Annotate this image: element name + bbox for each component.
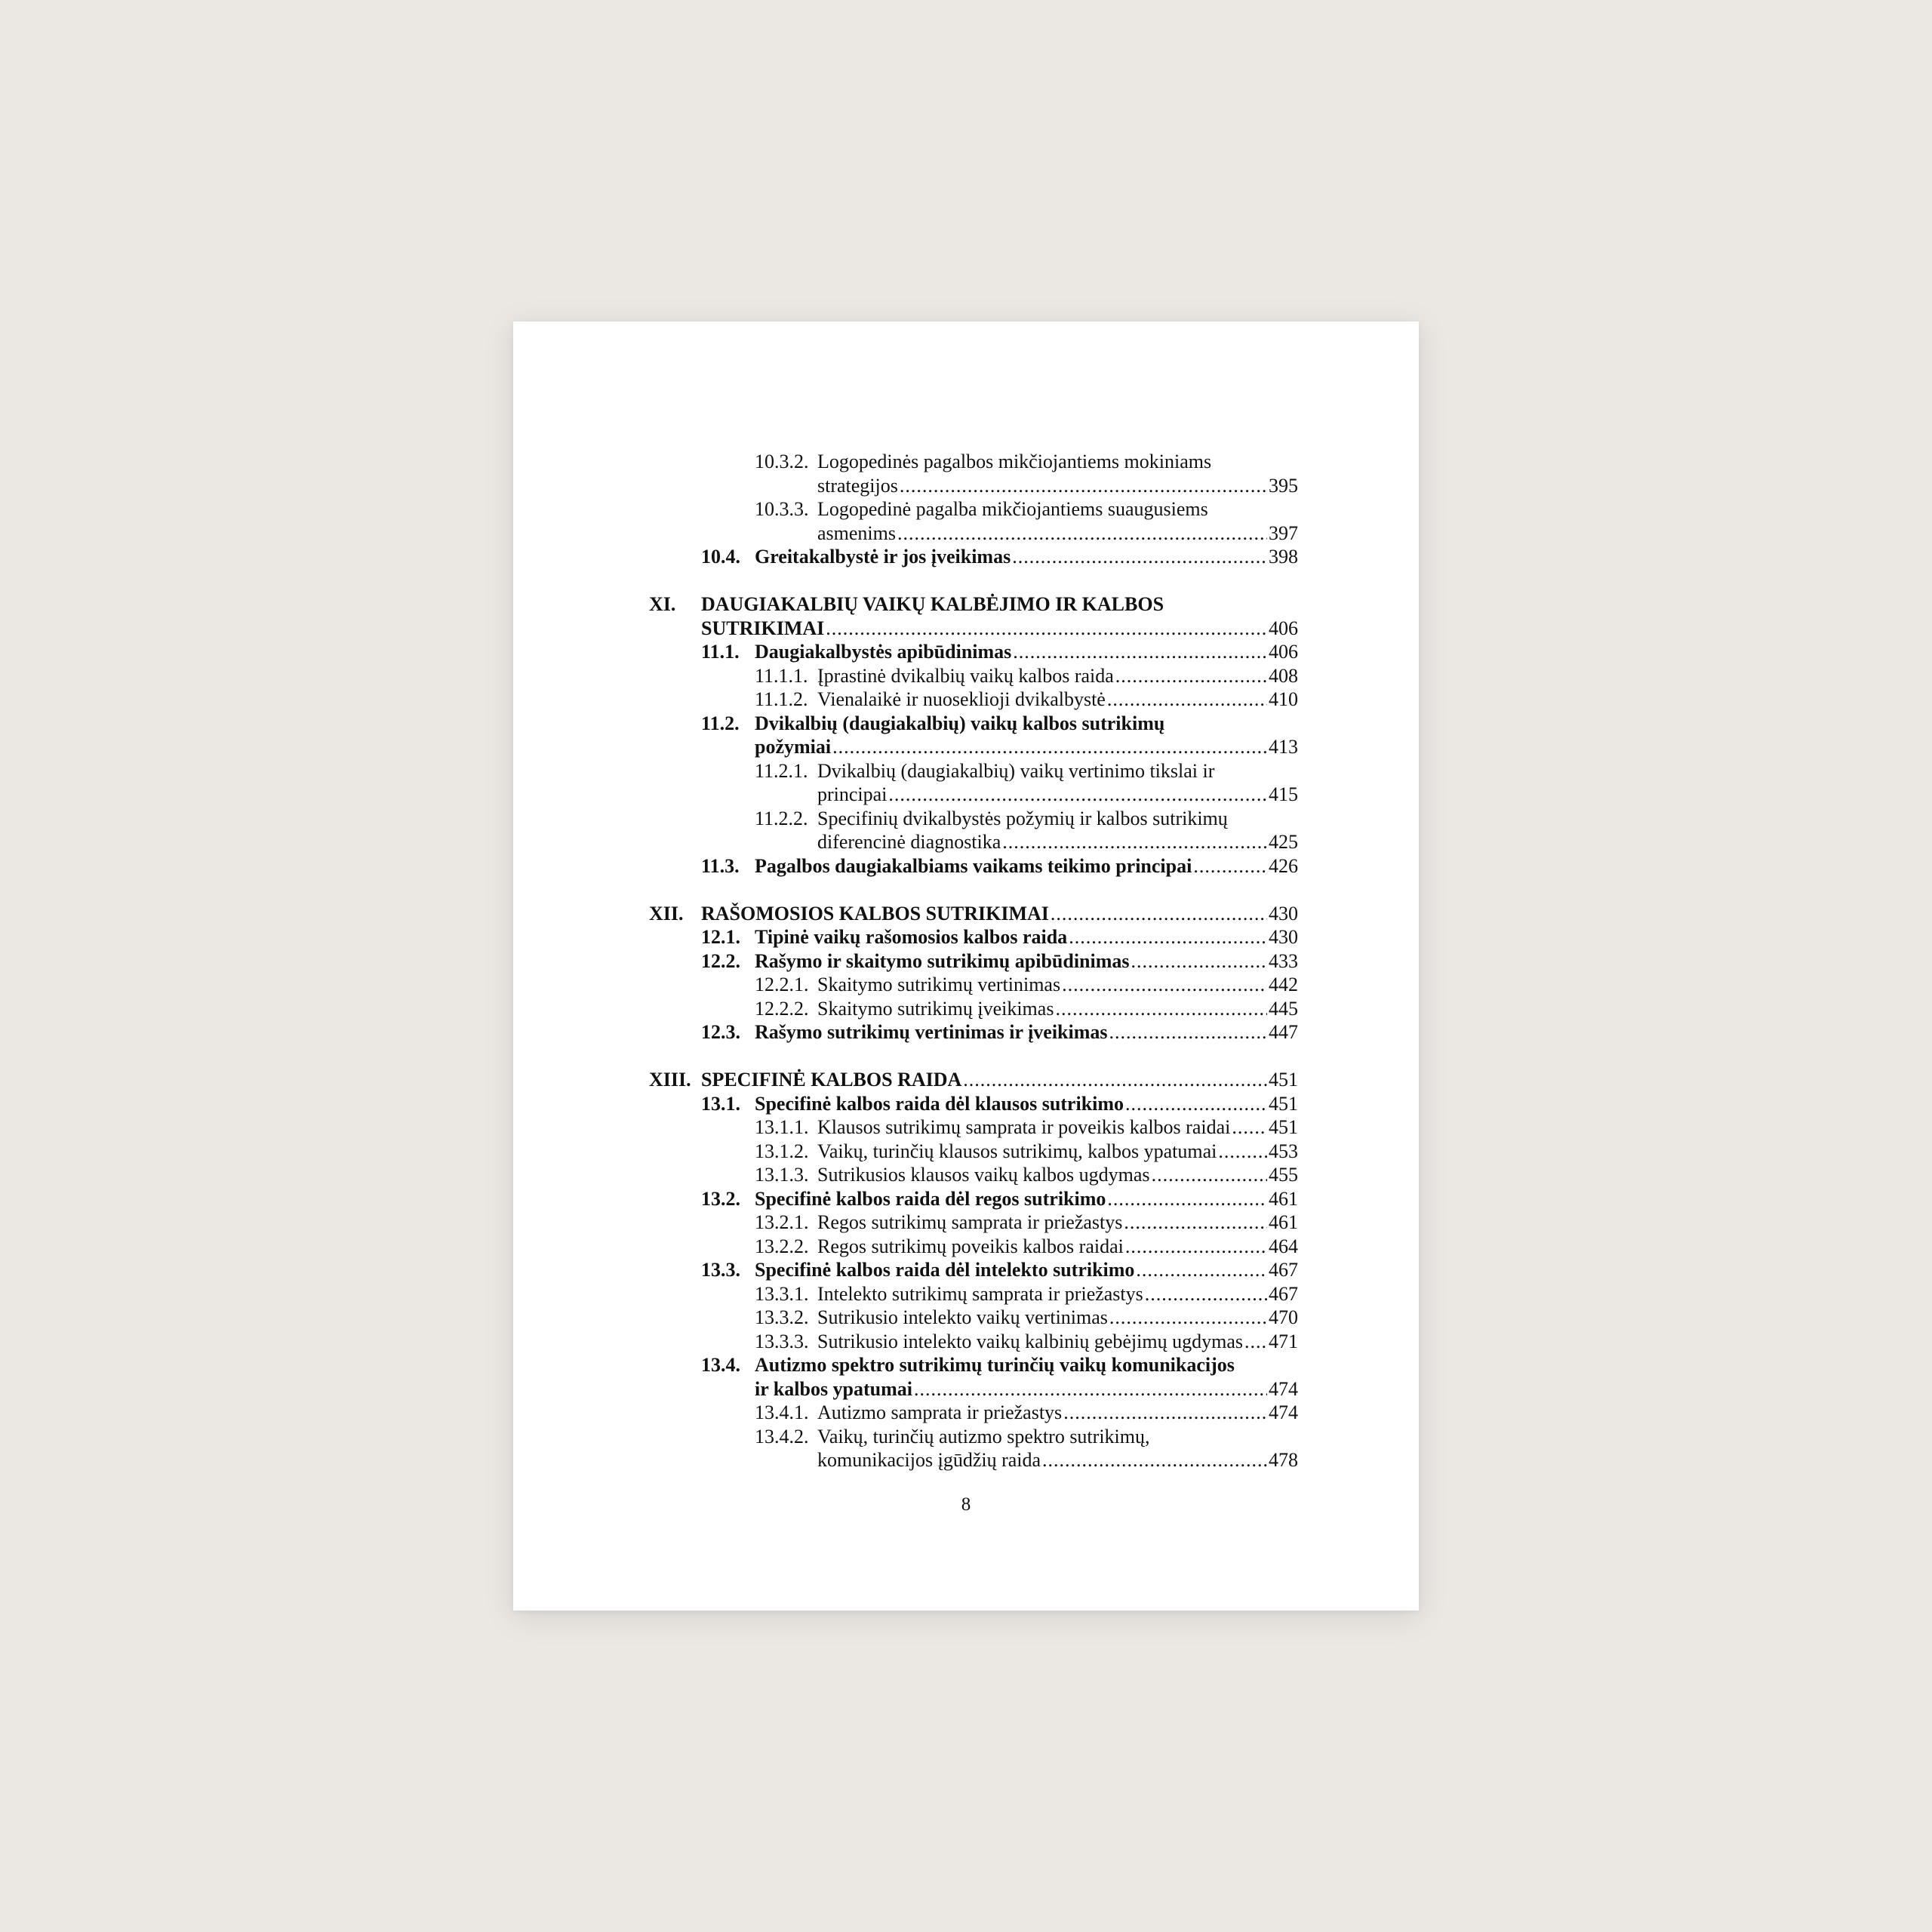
toc-entry-page: 406 <box>1269 617 1298 639</box>
toc-entry-page: 478 <box>1269 1449 1298 1471</box>
toc-entry[interactable] <box>649 1425 1298 1472</box>
toc-entry-number: 13.1.3. <box>755 1164 809 1186</box>
toc-entry-number: 12.2. <box>701 949 740 972</box>
toc-entry-title <box>817 688 1298 712</box>
toc-entry-number: 13.1. <box>701 1092 740 1115</box>
toc-entry-title-line: Dvikalbių (daugiakalbių) vaikų vertinimo tikslai ir <box>817 759 1215 782</box>
dot-leader <box>1063 1401 1267 1425</box>
dot-leader <box>1152 1163 1267 1187</box>
toc-entry[interactable] <box>649 1235 1298 1259</box>
toc-entry-title <box>755 1353 1298 1401</box>
dot-leader <box>1107 1187 1267 1211</box>
toc-entry-title-line: Specifinė kalbos raida dėl klausos sutrikimo <box>755 1092 1124 1115</box>
dot-leader <box>963 1068 1267 1092</box>
toc-entry-title <box>817 1425 1298 1472</box>
toc-entry-title <box>755 1258 1298 1282</box>
toc-entry-title <box>755 712 1298 759</box>
toc-entry-title-line: Skaitymo sutrikimų vertinimas <box>817 974 1061 995</box>
toc-entry[interactable] <box>649 640 1298 664</box>
toc-entry-title-line: Specifinių dvikalbystės požymių ir kalbos sutrikimų <box>817 807 1228 829</box>
toc-entry-page: 397 <box>1269 521 1298 544</box>
dot-leader <box>1012 545 1267 569</box>
toc-entry-page: 461 <box>1269 1211 1298 1233</box>
toc-entry-title-line: ir kalbos ypatumai <box>755 1377 913 1400</box>
toc-entry-title <box>817 1401 1298 1425</box>
toc-entry-number: 11.3. <box>701 854 740 877</box>
toc-entry-title <box>817 1330 1298 1354</box>
toc-entry-title <box>817 1140 1298 1164</box>
toc-entry-page: 415 <box>1269 783 1298 805</box>
toc-entry-title <box>701 592 1298 640</box>
toc-entry-number: 13.1.2. <box>755 1140 809 1162</box>
toc-entry[interactable] <box>649 854 1298 878</box>
toc-entry-number: 10.3.3. <box>755 498 809 520</box>
toc-entry-title <box>817 664 1298 688</box>
toc-entry-title-line: Intelekto sutrikimų samprata ir priežastys <box>817 1282 1143 1305</box>
toc-entry[interactable] <box>649 1163 1298 1187</box>
toc-entry[interactable] <box>649 688 1298 712</box>
toc-entry-title <box>817 1282 1298 1306</box>
toc-entry-number: 11.1.2. <box>755 688 808 710</box>
dot-leader <box>1244 1330 1267 1354</box>
toc-entry-title <box>755 640 1298 664</box>
toc-entry[interactable] <box>649 1306 1298 1330</box>
toc-entry-title-line: Regos sutrikimų samprata ir priežastys <box>817 1211 1123 1233</box>
toc-entry[interactable] <box>649 759 1298 807</box>
toc-entry-page: 426 <box>1269 854 1298 877</box>
toc-entry-title-line: Įprastinė dvikalbių vaikų kalbos raida <box>817 664 1114 687</box>
toc-entry[interactable] <box>649 925 1298 949</box>
toc-entry-title <box>755 1020 1298 1044</box>
toc-entry[interactable] <box>649 1187 1298 1211</box>
toc-entry-number: 13.4.1. <box>755 1401 809 1423</box>
toc-entry-title-line: Greitakalbystė ir jos įveikimas <box>755 546 1011 568</box>
table-of-contents <box>649 450 1298 1472</box>
toc-entry-title-line: Dvikalbių (daugiakalbių) vaikų kalbos sutrikimų <box>755 712 1165 734</box>
dot-leader <box>1002 830 1267 854</box>
toc-entry-number: 12.1. <box>701 926 740 948</box>
dot-leader <box>1125 1092 1267 1116</box>
dot-leader <box>1218 1140 1267 1164</box>
toc-entry-title <box>817 759 1298 807</box>
toc-entry-title-line: Logopedinė pagalba mikčiojantiems suaugusiems <box>817 498 1208 520</box>
toc-entry-number: 11.1.1. <box>755 664 808 687</box>
toc-entry-title-line: Vaikų, turinčių klausos sutrikimų, kalbos ypatumai <box>817 1140 1217 1162</box>
toc-entry-page: 455 <box>1269 1164 1298 1186</box>
dot-leader <box>1109 1020 1267 1044</box>
toc-entry-title <box>755 1092 1298 1116</box>
toc-entry-page: 395 <box>1269 474 1298 497</box>
toc-entry-number: 13.3.1. <box>755 1282 809 1305</box>
toc-entry-title-line: SPECIFINĖ KALBOS RAIDA <box>701 1069 962 1091</box>
toc-entry[interactable] <box>649 712 1298 759</box>
toc-entry-number: 13.2. <box>701 1187 740 1210</box>
dot-leader <box>1115 664 1267 688</box>
toc-entry-number: 12.2.1. <box>755 974 809 995</box>
dot-leader <box>888 783 1267 807</box>
toc-entry-number: 13.1.1. <box>755 1116 809 1138</box>
toc-entry[interactable] <box>649 1092 1298 1116</box>
dot-leader <box>826 617 1267 641</box>
toc-chapter-entry[interactable] <box>649 902 1298 926</box>
toc-entry-page: 413 <box>1269 736 1298 758</box>
toc-entry-title-line: Sutrikusio intelekto vaikų vertinimas <box>817 1306 1108 1328</box>
toc-entry-title-line: RAŠOMOSIOS KALBOS SUTRIKIMAI <box>701 902 1049 924</box>
toc-entry-title <box>817 807 1298 854</box>
toc-entry-title <box>755 1187 1298 1211</box>
toc-entry-title-line: Tipinė vaikų rašomosios kalbos raida <box>755 926 1068 948</box>
toc-entry-number: 13.3.3. <box>755 1330 809 1352</box>
toc-entry-page: 467 <box>1269 1259 1298 1281</box>
toc-entry[interactable] <box>649 1330 1298 1354</box>
toc-entry-title-line: komunikacijos įgūdžių raida <box>817 1449 1041 1471</box>
toc-entry-title-line: Sutrikusios klausos vaikų kalbos ugdymas <box>817 1164 1150 1186</box>
toc-entry-title-line: Rašymo sutrikimų vertinimas ir įveikimas <box>755 1021 1108 1043</box>
toc-entry[interactable] <box>649 807 1298 854</box>
toc-entry[interactable] <box>649 1140 1298 1164</box>
toc-entry-title-line: Specifinė kalbos raida dėl regos sutrikimo <box>755 1187 1106 1210</box>
toc-entry-title <box>701 902 1298 926</box>
toc-entry[interactable] <box>649 1282 1298 1306</box>
toc-entry-number: 11.1. <box>701 641 740 663</box>
toc-entry-title <box>817 997 1298 1021</box>
toc-entry-page: 442 <box>1269 974 1298 995</box>
dot-leader <box>1136 1258 1267 1282</box>
toc-entry[interactable] <box>649 1020 1298 1044</box>
toc-entry-page: 474 <box>1269 1377 1298 1400</box>
toc-entry-number: 13.3.2. <box>755 1306 809 1328</box>
toc-entry-number: 13.2.2. <box>755 1235 809 1257</box>
toc-entry-title-line: Skaitymo sutrikimų įveikimas <box>817 997 1054 1020</box>
toc-entry-title-line: asmenims <box>817 521 896 544</box>
toc-entry-title-line: strategijos <box>817 474 898 497</box>
toc-entry-number: 12.2.2. <box>755 997 809 1020</box>
toc-entry-page: 461 <box>1269 1187 1298 1210</box>
toc-entry-page: 453 <box>1269 1140 1298 1162</box>
toc-entry-title <box>701 1068 1298 1092</box>
toc-entry-page: 470 <box>1269 1306 1298 1328</box>
dot-leader <box>914 1377 1267 1401</box>
dot-leader <box>1193 854 1267 878</box>
document-page <box>513 321 1419 1611</box>
toc-entry-title-line: SUTRIKIMAI <box>701 617 825 639</box>
toc-entry-title-line: principai <box>817 783 888 805</box>
dot-leader <box>897 521 1267 546</box>
toc-entry[interactable] <box>649 1258 1298 1282</box>
dot-leader <box>1232 1115 1267 1140</box>
toc-entry[interactable] <box>649 997 1298 1021</box>
toc-entry-title <box>817 1211 1298 1235</box>
toc-entry-title <box>755 854 1298 878</box>
toc-chapter-entry[interactable] <box>649 1068 1298 1092</box>
toc-entry-title <box>817 497 1298 545</box>
toc-entry-title-line: Autizmo spektro sutrikimų turinčių vaikų komunikacijos <box>755 1354 1235 1376</box>
toc-entry-title-line: Sutrikusio intelekto vaikų kalbinių gebėjimų ugdymas <box>817 1330 1243 1352</box>
page-number: 8 <box>961 1494 971 1515</box>
toc-entry[interactable] <box>649 1211 1298 1235</box>
toc-entry-title-line: DAUGIAKALBIŲ VAIKŲ KALBĖJIMO IR KALBOS <box>701 593 1164 615</box>
toc-entry-title <box>817 1163 1298 1187</box>
toc-entry-number: 13.4. <box>701 1354 740 1376</box>
toc-entry[interactable] <box>649 545 1298 569</box>
toc-chapter-entry[interactable] <box>649 592 1298 640</box>
toc-entry-page: 410 <box>1269 688 1298 710</box>
toc-entry-page: 471 <box>1269 1330 1298 1352</box>
toc-entry-title <box>755 545 1298 569</box>
toc-entry-title-line: Pagalbos daugiakalbiams vaikams teikimo principai <box>755 854 1192 877</box>
toc-entry-page: 445 <box>1269 997 1298 1020</box>
dot-leader <box>1107 688 1267 712</box>
dot-leader <box>1145 1282 1267 1306</box>
dot-leader <box>832 735 1267 759</box>
dot-leader <box>1013 640 1267 664</box>
toc-entry-page: 451 <box>1269 1116 1298 1138</box>
toc-entry[interactable] <box>649 664 1298 688</box>
toc-entry-title <box>817 973 1298 997</box>
toc-entry-title-line: Vienalaikė ir nuoseklioji dvikalbystė <box>817 688 1106 710</box>
toc-entry-title <box>755 925 1298 949</box>
toc-entry-number: 11.2. <box>701 712 740 734</box>
toc-entry-title-line: Specifinė kalbos raida dėl intelekto sutrikimo <box>755 1259 1135 1281</box>
toc-entry[interactable] <box>649 497 1298 545</box>
toc-entry-page: 467 <box>1269 1282 1298 1305</box>
toc-entry-number: 13.4.2. <box>755 1425 809 1447</box>
toc-entry[interactable] <box>649 1115 1298 1140</box>
toc-entry-number: XII. <box>649 902 684 924</box>
dot-leader <box>900 474 1267 498</box>
dot-leader <box>1131 949 1267 974</box>
toc-entry-page: 408 <box>1269 664 1298 687</box>
toc-entry[interactable] <box>649 973 1298 997</box>
toc-entry-number: 13.2.1. <box>755 1211 809 1233</box>
toc-entry-number: XIII. <box>649 1069 691 1091</box>
toc-entry-page: 406 <box>1269 641 1298 663</box>
toc-entry-number: 10.3.2. <box>755 451 809 472</box>
toc-entry-number: 11.2.2. <box>755 807 808 829</box>
toc-entry-page: 433 <box>1269 949 1298 972</box>
toc-entry-page: 398 <box>1269 546 1298 568</box>
toc-entry-page: 451 <box>1269 1092 1298 1115</box>
toc-entry-title-line: Vaikų, turinčių autizmo spektro sutrikimų, <box>817 1425 1150 1447</box>
toc-entry-number: 13.3. <box>701 1259 740 1281</box>
dot-leader <box>1069 925 1267 949</box>
dot-leader <box>1055 997 1267 1021</box>
toc-entry-page: 425 <box>1269 831 1298 853</box>
toc-entry[interactable] <box>649 450 1298 497</box>
toc-entry-title <box>817 1235 1298 1259</box>
dot-leader <box>1051 902 1267 926</box>
toc-entry-page: 474 <box>1269 1401 1298 1423</box>
toc-entry-number: 11.2.1. <box>755 759 808 782</box>
toc-entry-title <box>817 1306 1298 1330</box>
toc-entry[interactable] <box>649 1353 1298 1401</box>
toc-entry-title-line: Logopedinės pagalbos mikčiojantiems mokiniams <box>817 451 1212 472</box>
toc-entry-number: 10.4. <box>701 546 740 568</box>
toc-entry-title <box>817 1115 1298 1140</box>
toc-entry-number: 12.3. <box>701 1021 740 1043</box>
toc-entry-page: 451 <box>1269 1069 1298 1091</box>
dot-leader <box>1062 973 1267 997</box>
toc-entry-page: 464 <box>1269 1235 1298 1257</box>
toc-entry-title-line: Rašymo ir skaitymo sutrikimų apibūdinimas <box>755 949 1130 972</box>
toc-entry-title-line: Klausos sutrikimų samprata ir poveikis kalbos raidai <box>817 1116 1231 1138</box>
dot-leader <box>1125 1235 1267 1259</box>
toc-entry[interactable] <box>649 1401 1298 1425</box>
toc-entry-title <box>817 450 1298 497</box>
dot-leader <box>1109 1306 1267 1330</box>
dot-leader <box>1042 1448 1267 1472</box>
toc-entry-page: 430 <box>1269 926 1298 948</box>
toc-entry-title-line: Autizmo samprata ir priežastys <box>817 1401 1063 1423</box>
toc-entry-page: 447 <box>1269 1021 1298 1043</box>
dot-leader <box>1124 1211 1267 1235</box>
toc-entry[interactable] <box>649 949 1298 974</box>
toc-entry-page: 430 <box>1269 902 1298 924</box>
toc-entry-number: XI. <box>649 593 676 615</box>
toc-entry-title-line: Daugiakalbystės apibūdinimas <box>755 641 1012 663</box>
toc-entry-title <box>755 949 1298 974</box>
toc-entry-title-line: diferencinė diagnostika <box>817 831 1001 853</box>
toc-entry-title-line: požymiai <box>755 736 832 758</box>
toc-entry-title-line: Regos sutrikimų poveikis kalbos raidai <box>817 1235 1124 1257</box>
